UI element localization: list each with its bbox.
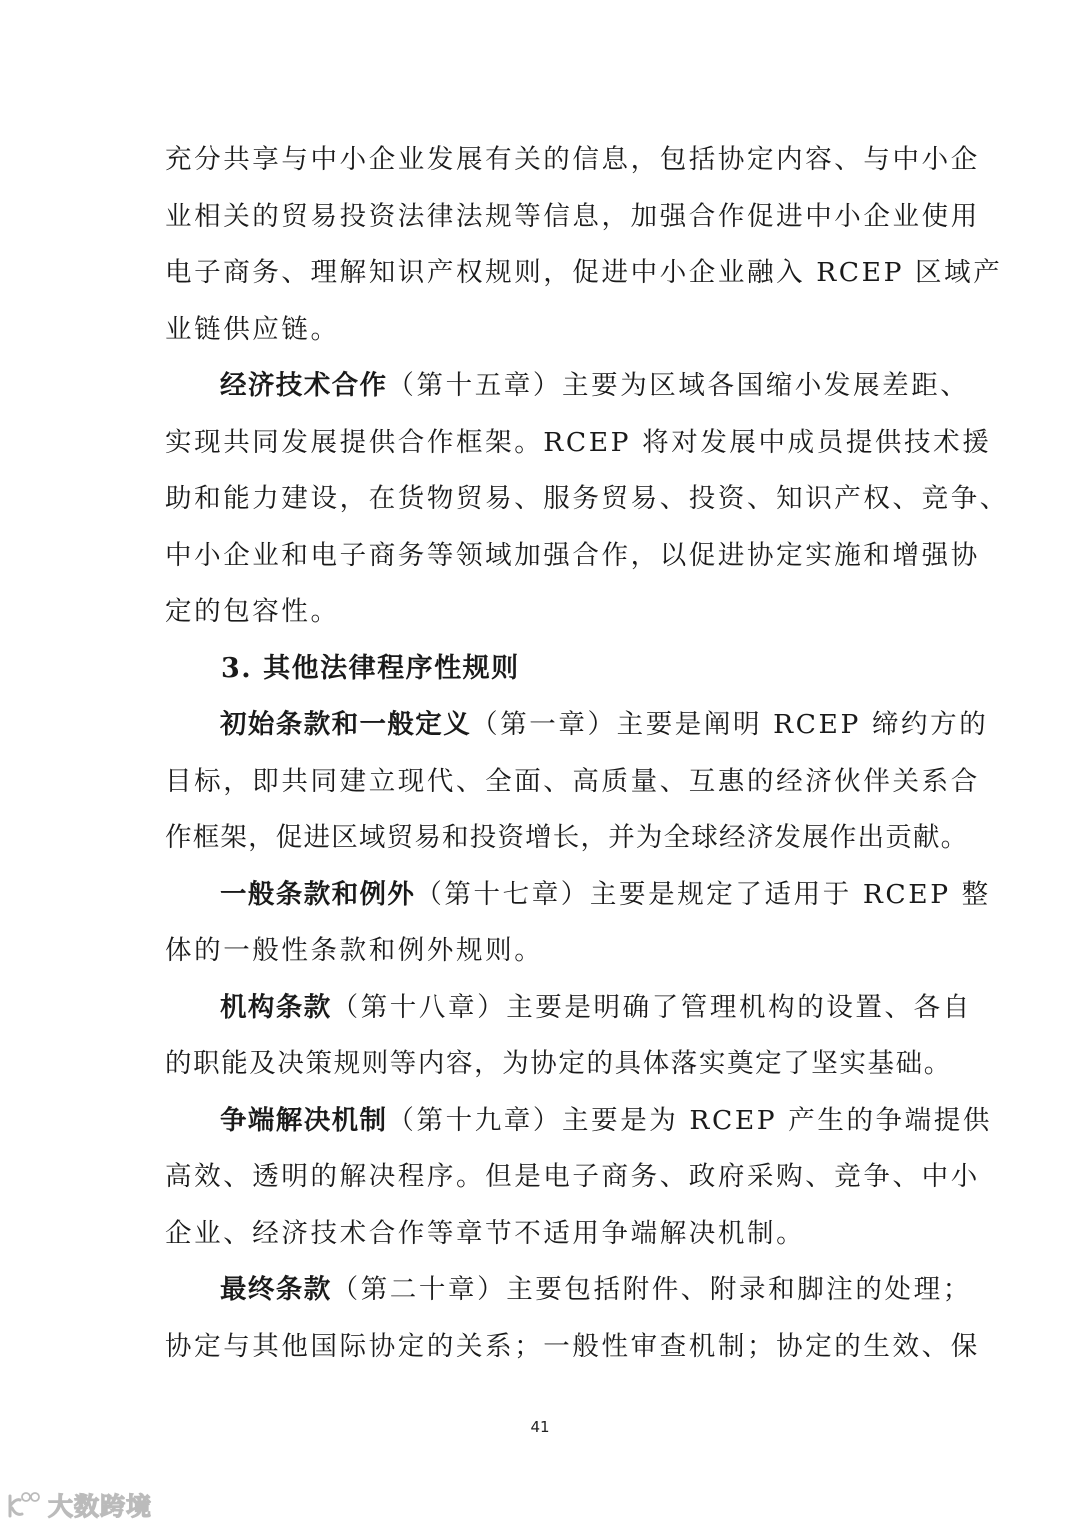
paragraph-first-line [165,703,989,760]
text-line: 高效、透明的解决程序。但是电子商务、政府采购、竞争、中小 [165,1161,980,1192]
paragraph-first-line [165,873,991,930]
text-span: （第十五章）主要为区域各国缩小发展差距、 [387,370,970,401]
section-heading: 3. 其他法律程序性规则 [221,652,520,684]
text-line: 企业、经济技术合作等章节不适用争端解决机制。 [165,1217,806,1249]
paragraph-lead-term: 机构条款 [220,991,332,1023]
paragraph-first-line [165,1099,992,1156]
text-span: （第十八章）主要是明确了管理机构的设置、各自 [331,991,972,1023]
text-line: 作框架，促进区域贸易和投资增长，并为全球经济发展作出贡献。 [165,822,969,853]
watermark [6,1487,152,1523]
paragraph-lead-term: 争端解决机制 [220,1104,388,1136]
paragraph-lead-term: 一般条款和例外 [220,878,416,910]
text-span: （第十七章）主要是规定了适用于 RCEP 整 [415,878,991,910]
text-line: 电子商务、理解知识产权规则，促进中小企业融入 RCEP 区域产 [165,257,1003,288]
text-line: 业相关的贸易投资法律法规等信息，加强合作促进中小企业使用 [165,200,980,232]
text-line: 协定与其他国际协定的关系；一般性审查机制；协定的生效、保 [165,1330,980,1362]
text-span: （第十九章）主要是为 RCEP 产生的争端提供 [387,1104,992,1136]
brand-logo-icon [6,1490,42,1520]
text-line: 定的包容性。 [165,596,340,627]
paragraph-lead-term: 经济技术合作 [220,370,388,401]
paragraph-first-line [165,986,972,1043]
paragraph-first-line [165,364,970,421]
text-line: 体的一般性条款和例外规则。 [165,935,544,966]
text-line: 业链供应链。 [165,313,340,345]
document-body [165,138,1009,1381]
text-line: 的职能及决策规则等内容，为协定的具体落实奠定了坚实基础。 [165,1048,952,1079]
text-line: 充分共享与中小企业发展有关的信息，包括协定内容、与中小企 [165,144,980,175]
text-line: 实现共同发展提供合作框架。RCEP 将对发展中成员提供技术援 [165,426,992,458]
paragraph-lead-term: 最终条款 [220,1274,332,1305]
paragraph-lead-term: 初始条款和一般定义 [220,709,472,740]
text-span: （第一章）主要是阐明 RCEP 缔约方的 [471,709,989,740]
watermark-text: 大数跨境 [48,1492,153,1521]
text-line: 中小企业和电子商务等领域加强合作，以促进协定实施和增强协 [165,539,980,571]
text-span: （第二十章）主要包括附件、附录和脚注的处理； [331,1274,972,1305]
paragraph-first-line [165,1268,972,1325]
page-number: 41 [530,1418,550,1436]
text-line: 目标，即共同建立现代、全面、高质量、互惠的经济伙伴关系合 [165,765,980,797]
text-line: 助和能力建设，在货物贸易、服务贸易、投资、知识产权、竞争、 [165,483,1009,514]
